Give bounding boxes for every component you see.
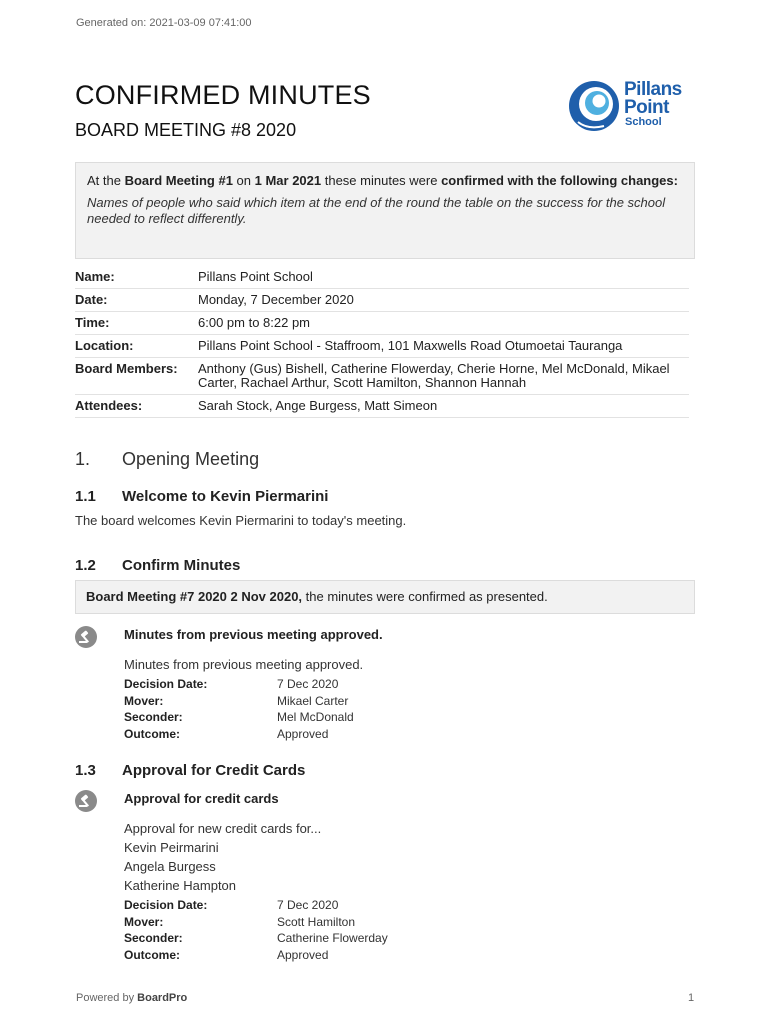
decision-description: Minutes from previous meeting approved. [124, 657, 364, 672]
seconder: Catherine Flowerday [277, 931, 388, 945]
detail-value: Monday, 7 December 2020 [198, 292, 354, 307]
confirmed-text: the minutes were confirmed as presented. [302, 589, 548, 604]
detail-value: Sarah Stock, Ange Burgess, Matt Simeon [198, 398, 438, 413]
item-number: 1.2 [75, 557, 96, 574]
mover-label: Mover: [124, 914, 164, 929]
detail-value: Pillans Point School - Staffroom, 101 Maxwells Road Otumoetai Tauranga [198, 338, 623, 353]
page-title: CONFIRMED MINUTES [75, 80, 371, 110]
item-number: 1.3 [75, 762, 96, 779]
seconder-row [124, 709, 354, 726]
confirmation-notice [75, 162, 695, 259]
mover-row [124, 914, 388, 931]
detail-label: Attendees: [75, 398, 143, 413]
notice-text [87, 173, 684, 189]
item-number: 1.1 [75, 488, 96, 505]
section-heading-opening [75, 449, 259, 470]
powered-by-text: Powered by [76, 992, 138, 1004]
seconder-label: Seconder: [124, 710, 183, 724]
decision-title: Minutes from previous meeting approved. [124, 627, 383, 642]
welcome-text: The board welcomes Kevin Piermarini to today's meeting. [75, 513, 407, 528]
detail-value: Pillans Point School [198, 269, 313, 284]
decision-title: Approval for credit cards [124, 791, 279, 806]
decision-description-line-2: Kevin Peirmarini [124, 840, 219, 855]
notice-text-1: At the [87, 173, 125, 188]
gavel-icon [75, 626, 97, 648]
gavel-icon [75, 790, 97, 812]
notice-text-3: these minutes were [321, 173, 442, 188]
seconder: Mel McDonald [277, 710, 354, 724]
meeting-details [75, 266, 689, 418]
logo-wordmark [624, 81, 682, 128]
logo-line-2: Point [624, 97, 669, 118]
mover-row [124, 693, 354, 710]
generated-timestamp: Generated on: 2021-03-09 07:41:00 [76, 17, 252, 29]
logo-line-3: School [625, 116, 662, 128]
notice-date: 1 Mar 2021 [254, 173, 322, 188]
decision-date-row [124, 897, 388, 914]
decision-date: 7 Dec 2020 [277, 898, 339, 912]
seconder-label: Seconder: [124, 931, 183, 945]
item-title: Approval for Credit Cards [122, 762, 306, 779]
decision-date-label: Decision Date: [124, 677, 208, 691]
detail-value: 6:00 pm to 8:22 pm [198, 315, 311, 330]
detail-label: Location: [75, 338, 134, 353]
wave-logo-icon [566, 78, 622, 134]
item-heading-confirm-minutes [75, 557, 240, 574]
section-number: 1. [75, 449, 91, 469]
decision-date: 7 Dec 2020 [277, 677, 339, 691]
decision-description-line-3: Angela Burgess [124, 859, 216, 874]
logo-line-1: Pillans [624, 79, 682, 100]
decision-date-row [124, 676, 354, 693]
detail-value: Anthony (Gus) Bishell, Catherine Flowerday, Cherie Horne, Mel McDonald, Mikael Carter, Rachael Arthur, Scott Hamilton, Shannon Hannah [198, 361, 670, 390]
detail-label: Date: [75, 292, 108, 307]
powered-by [76, 992, 187, 1004]
notice-changes: confirmed with the following changes: [441, 173, 678, 188]
item-heading-credit-cards [75, 762, 305, 779]
item-title: Welcome to Kevin Piermarini [122, 488, 329, 505]
item-heading-welcome [75, 488, 328, 505]
decision-details [124, 676, 354, 742]
notice-change-description: Names of people who said which item at the end of the round the table on the success for the school needed to reflect differently. [87, 195, 666, 226]
item-title: Confirm Minutes [122, 557, 241, 574]
mover-label: Mover: [124, 693, 164, 708]
school-logo [566, 78, 696, 134]
detail-row-name [75, 266, 689, 289]
mover: Scott Hamilton [277, 914, 356, 929]
decision-description-line-4: Katherine Hampton [124, 878, 237, 893]
previous-meeting-ref: Board Meeting #7 2020 2 Nov 2020, [86, 589, 303, 604]
confirmed-minutes-box [75, 580, 695, 614]
brand-name: BoardPro [137, 992, 188, 1004]
outcome: Approved [277, 726, 329, 741]
notice-meeting: Board Meeting #1 [124, 173, 233, 188]
detail-row-board-members [75, 358, 689, 395]
outcome: Approved [277, 947, 329, 962]
outcome-label: Outcome: [124, 947, 181, 962]
outcome-row [124, 947, 388, 964]
detail-label: Board Members: [75, 361, 178, 376]
detail-row-time [75, 312, 689, 335]
page-subtitle: BOARD MEETING #8 2020 [75, 120, 297, 140]
detail-row-date [75, 289, 689, 312]
section-title: Opening Meeting [122, 449, 260, 469]
detail-row-attendees [75, 395, 689, 418]
page-number: 1 [688, 992, 695, 1004]
seconder-row [124, 930, 388, 947]
decision-details [124, 897, 388, 963]
detail-row-location [75, 335, 689, 358]
mover: Mikael Carter [277, 693, 349, 708]
decision-description-line-1: Approval for new credit cards for... [124, 821, 322, 836]
outcome-label: Outcome: [124, 726, 181, 741]
detail-label: Name: [75, 269, 115, 284]
notice-text-2: on [232, 173, 255, 188]
outcome-row [124, 726, 354, 743]
decision-date-label: Decision Date: [124, 898, 208, 912]
detail-label: Time: [75, 315, 110, 330]
